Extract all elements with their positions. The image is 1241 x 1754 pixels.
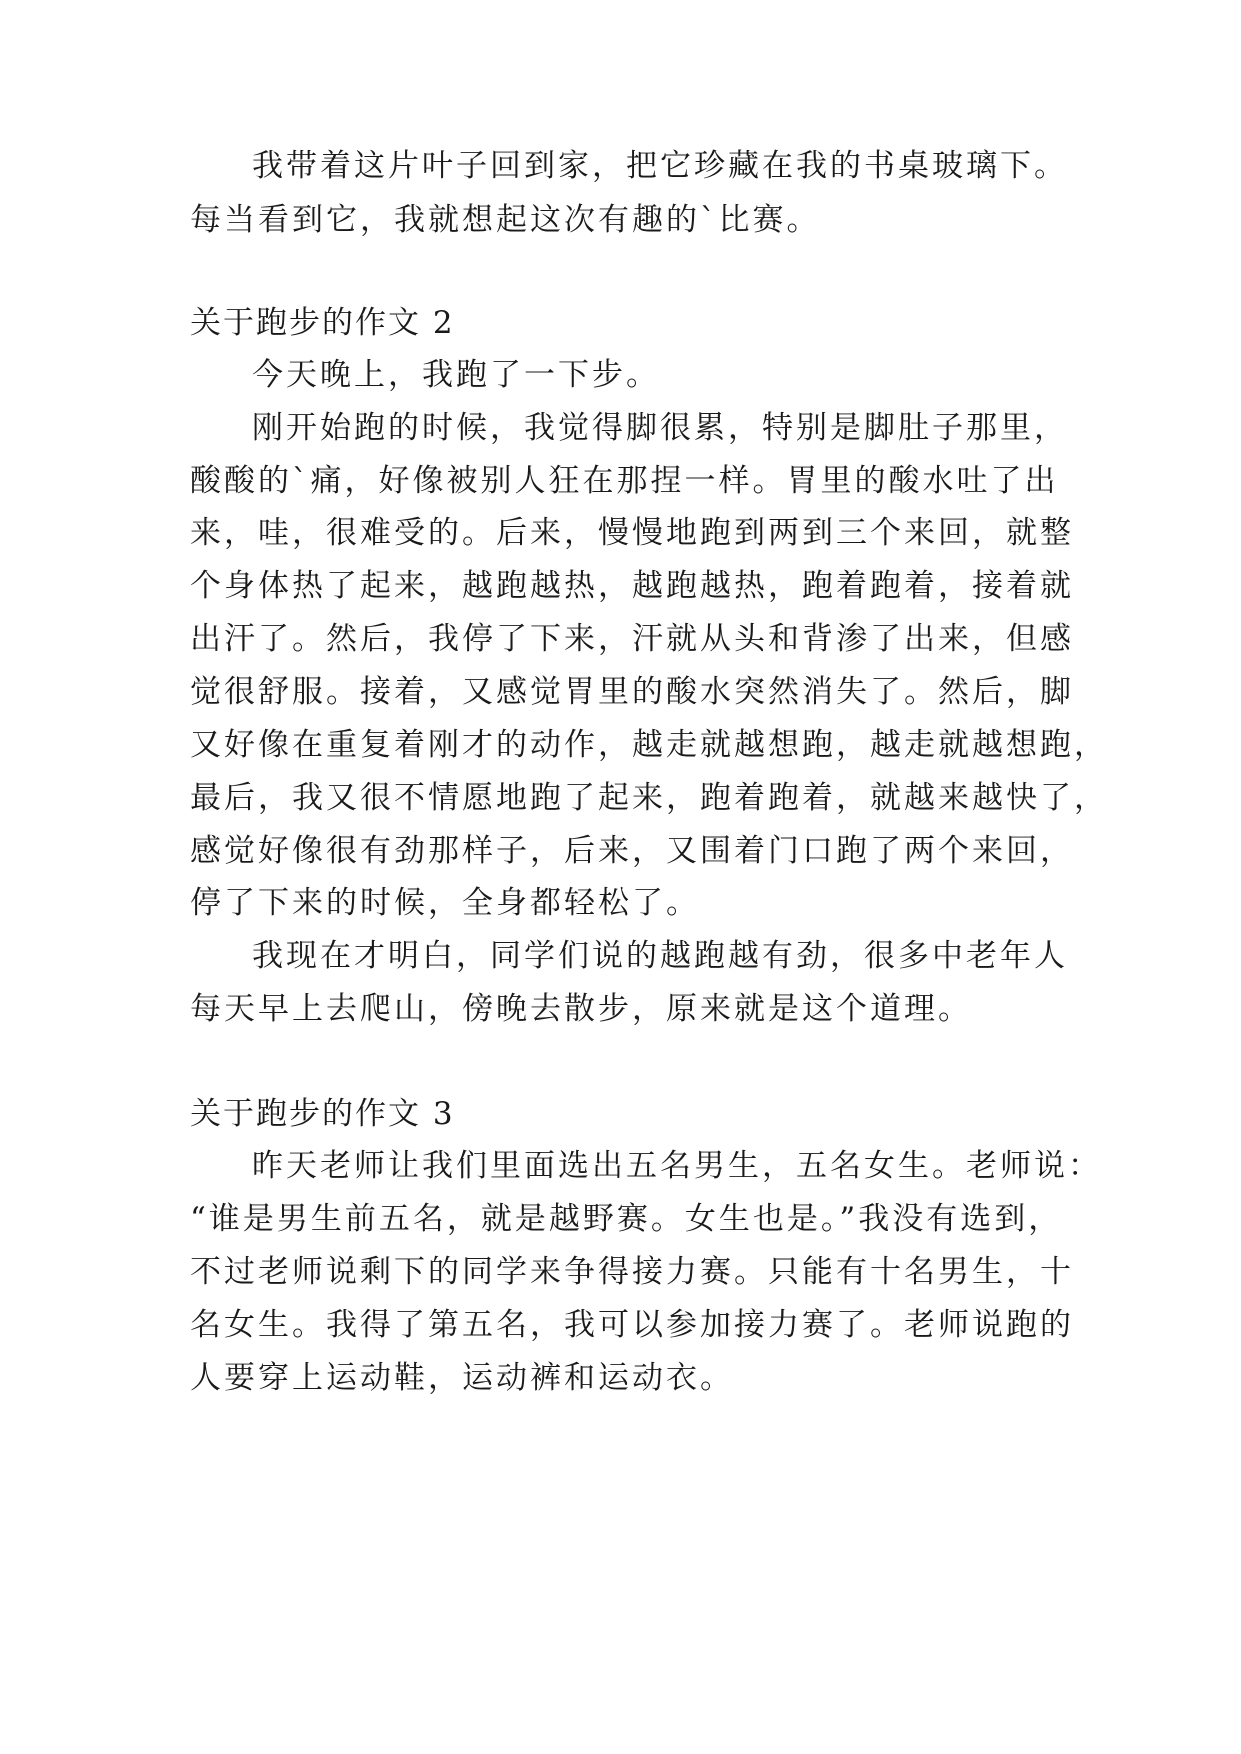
paragraph-line: 昨天老师让我们里面选出五名男生，五名女生。老师说： [252,1148,1102,1184]
paragraph-line: 名女生。我得了第五名，我可以参加接力赛了。老师说跑的 [190,1307,1074,1343]
paragraph-line: 又好像在重复着刚才的动作，越走就越想跑，越走就越想跑， [190,727,1108,763]
paragraph-line: 每当看到它，我就想起这次有趣的`比赛。 [190,202,821,238]
paragraph-line: 个身体热了起来，越跑越热，越跑越热，跑着跑着，接着就 [190,568,1074,604]
paragraph-line: “谁是男生前五名，就是越野赛。女生也是。”我没有选到， [190,1201,1063,1237]
paragraph-line: 停了下来的时候，全身都轻松了。 [190,885,700,921]
paragraph-line: 酸酸的`痛，好像被别人狂在那捏一样。胃里的酸水吐了出 [190,463,1059,499]
paragraph-line: 出汗了。然后，我停了下来，汗就从头和背渗了出来，但感 [190,621,1074,657]
paragraph-line: 人要穿上运动鞋，运动裤和运动衣。 [190,1360,734,1396]
paragraph-line: 今天晚上，我跑了一下步。 [252,357,660,393]
paragraph-line: 我现在才明白，同学们说的越跑越有劲，很多中老年人 [252,938,1068,974]
paragraph-line: 每天早上去爬山，傍晚去散步，原来就是这个道理。 [190,991,972,1027]
paragraph-line: 感觉好像很有劲那样子，后来，又围着门口跑了两个来回， [190,833,1074,869]
paragraph-line: 最后，我又很不情愿地跑了起来，跑着跑着，就越来越快了， [190,780,1108,816]
paragraph-line: 觉很舒服。接着，又感觉胃里的酸水突然消失了。然后，脚 [190,674,1074,710]
section-heading: 关于跑步的作文 3 [190,1096,455,1132]
paragraph-line: 来，哇，很难受的。后来，慢慢地跑到两到三个来回，就整 [190,515,1074,551]
paragraph-line: 我带着这片叶子回到家，把它珍藏在我的书桌玻璃下。 [252,148,1068,184]
paragraph-line: 不过老师说剩下的同学来争得接力赛。只能有十名男生，十 [190,1254,1074,1290]
section-heading: 关于跑步的作文 2 [190,305,455,341]
paragraph-line: 刚开始跑的时候，我觉得脚很累，特别是脚肚子那里， [252,410,1068,446]
